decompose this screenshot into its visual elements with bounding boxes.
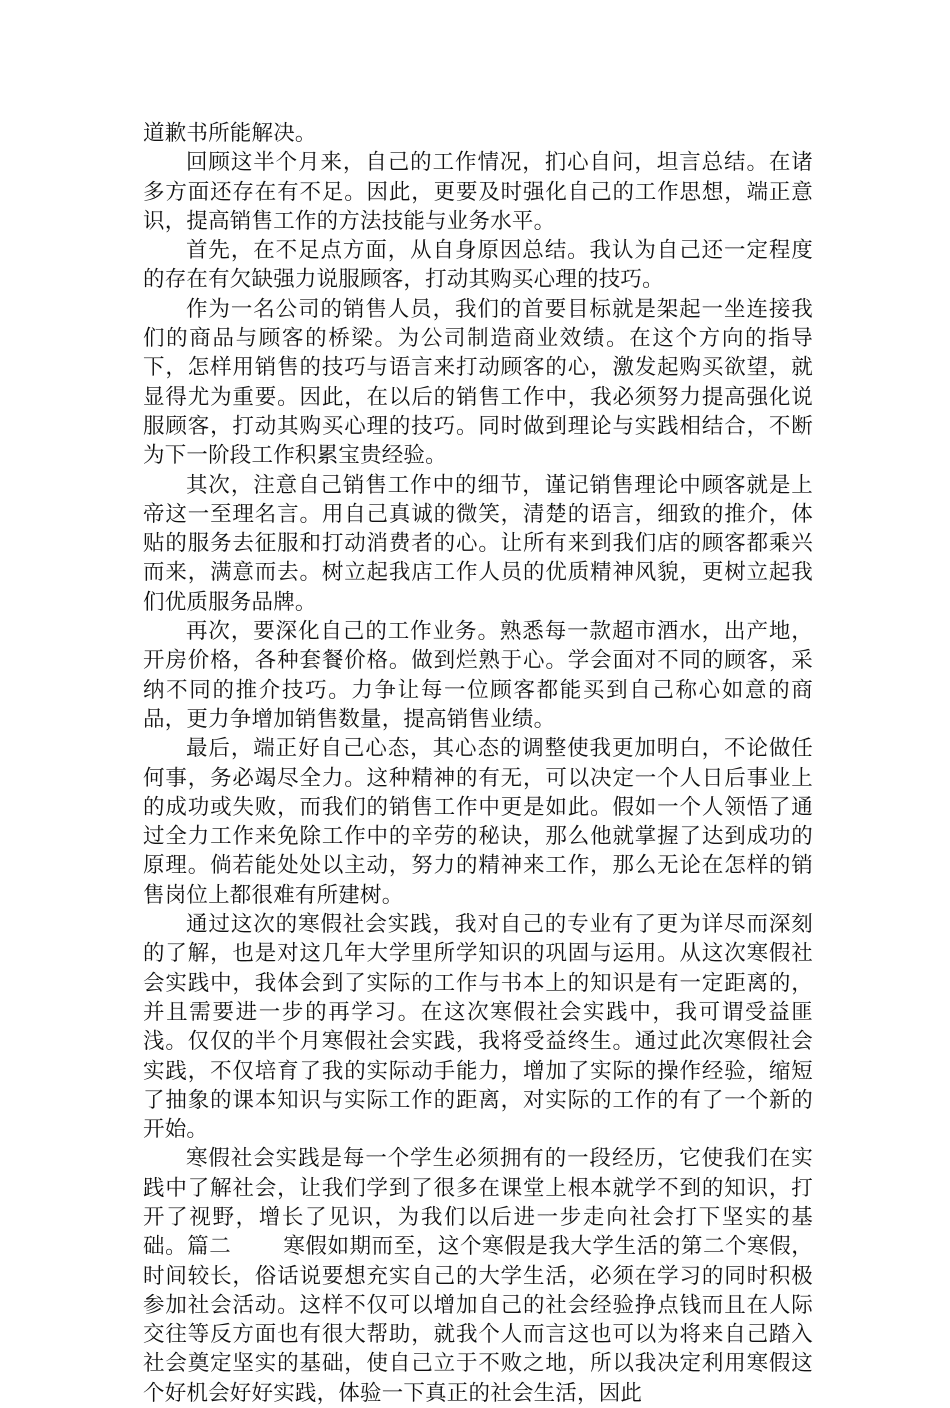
- document-body: [143, 119, 813, 1408]
- paragraph: 道歉书所能解决。: [143, 121, 317, 146]
- paragraph: 再次，要深化自己的工作业务。熟悉每一款超市酒水，出产地，开房价格，各种套餐价格。做到烂熟于心。学会面对不同的顾客，采纳不同的推介技巧。力争让每一位顾客都能买到自己称心如意的商品，更力争增加销售数量，提高销售业绩。: [143, 619, 813, 732]
- paragraph: 回顾这半个月来，自己的工作情况，扪心自问，坦言总结。在诸多方面还存在有不足。因此，更要及时强化自己的工作思想，端正意识，提高销售工作的方法技能与业务水平。: [143, 150, 813, 234]
- paragraph: 最后，端正好自己心态，其心态的调整使我更加明白，不论做任何事，务必竭尽全力。这种精神的有无，可以决定一个人日后事业上的成功或失败，而我们的销售工作中更是如此。假如一个人领悟了通过全力工作来免除工作中的辛劳的秘诀，那么他就掌握了达到成功的原理。倘若能处处以主动，努力的精神来工作，那么无论在怎样的销售岗位上都很难有所建树。: [143, 736, 813, 908]
- paragraph: 作为一名公司的销售人员，我们的首要目标就是架起一坐连接我们的商品与顾客的桥梁。为公司制造商业效绩。在这个方向的指导下，怎样用销售的技巧与语言来打动顾客的心，激发起购买欲望，就显得尤为重要。因此，在以后的销售工作中，我必须努力提高强化说服顾客，打动其购买心理的技巧。同时做到理论与实践相结合，不断为下一阶段工作积累宝贵经验。: [143, 296, 813, 469]
- paragraph: 通过这次的寒假社会实践，我对自己的专业有了更为详尽而深刻的了解，也是对这几年大学里所学知识的巩固与运用。从这次寒假社会实践中，我体会到了实际的工作与书本上的知识是有一定距离的，并且需要进一步的再学习。在这次寒假社会实践中，我可谓受益匪浅。仅仅的半个月寒假社会实践，我将受益终生。通过此次寒假社会实践，不仅培育了我的实际动手能力，增加了实际的操作经验，缩短了抽象的课本知识与实际工作的距离，对实际的工作的有了一个新的开始。: [143, 912, 813, 1143]
- paragraph-continuation: 寒假如期而至，这个寒假是我大学生活的第二个寒假，时间较长，俗话说要想充实自己的大学生活，必须在学习的同时积极参加社会活动。这样不仅可以增加自己的社会经验挣点钱而且在人际交往等反方面也有很大帮助，就我个人而言这也可以为将来自己踏入社会奠定坚实的基础，使自己立于不败之地，所以我决定利用寒假这个好机会好好实践，体验一下真正的社会生活，因此: [143, 1234, 813, 1406]
- paragraph: [143, 1144, 813, 1408]
- paragraph: 首先，在不足点方面，从自身原因总结。我认为自己还一定程度的存在有欠缺强力说服顾客，打动其购买心理的技巧。: [143, 238, 813, 293]
- paragraph: 其次，注意自己销售工作中的细节，谨记销售理论中顾客就是上帝这一至理名言。用自己真诚的微笑，清楚的语言，细致的推介，体贴的服务去征服和打动消费者的心。让所有来到我们店的顾客都乘兴而来，满意而去。树立起我店工作人员的优质精神风貌，更树立起我们优质服务品牌。: [143, 472, 813, 615]
- paragraph-text: 寒假社会实践是每一个学生必须拥有的一段经历，它使我们在实践中了解社会，让我们学到了很多在课堂上根本就学不到的知识，打开了视野，增长了见识，为我们以后进一步走向社会打下坚实的基础。篇二: [143, 1146, 813, 1260]
